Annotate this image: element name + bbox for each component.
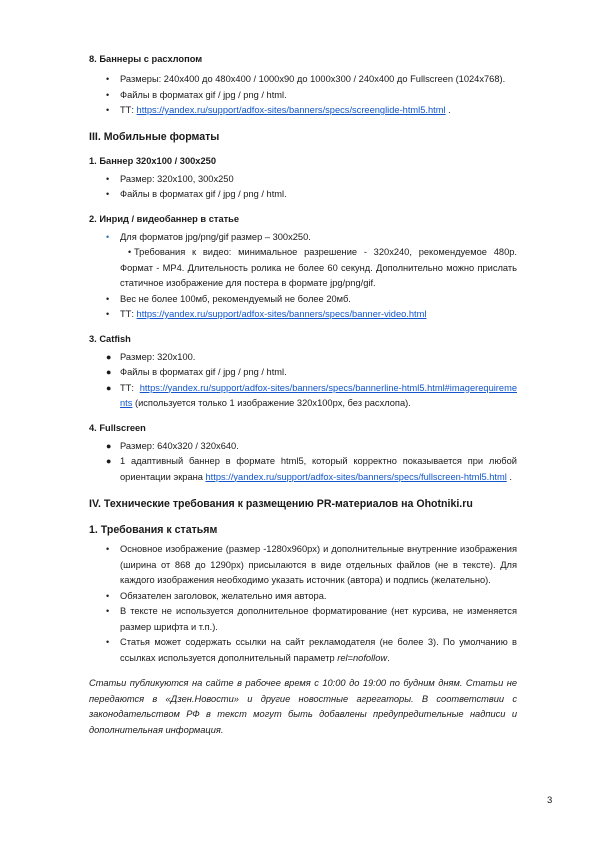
heading-inread-video: 2. Инрид / видеобаннер в статье bbox=[89, 213, 240, 224]
list-item: • Основное изображение (размер -1280x960px) и дополнительные внутренние изображения (ширина от 868 до 1290px) присылаются в виде отдельных файлов (не в тексте). Для каждого изображения необходимо указать источник (автора) и подпись (желательно). bbox=[106, 544, 517, 585]
list-item: ● Файлы в форматах gif / jpg / png / html. bbox=[89, 365, 517, 381]
list-item: • ТТ: https://yandex.ru/support/adfox-sites/banners/specs/banner-video.html bbox=[89, 307, 517, 323]
bullet-icon: • bbox=[106, 544, 110, 554]
heading-banner-320x100: 1. Баннер 320x100 / 300x250 bbox=[89, 155, 216, 166]
bullet-icon: ● bbox=[106, 382, 112, 393]
page-content bbox=[89, 52, 517, 747]
bullet-icon: • bbox=[106, 637, 110, 647]
heading-expanding-banners: 8. Баннеры с расхлопом bbox=[89, 54, 203, 64]
heading-mobile-formats: III. Мобильные форматы bbox=[89, 130, 220, 143]
bullet-icon: • bbox=[106, 105, 110, 115]
list-item: • Размеры: 240x400 до 480x400 / 1000x90 до 1000x300 / 240x400 до Fullscreen (1024x768). bbox=[89, 72, 517, 88]
bullet-icon: • bbox=[106, 89, 110, 100]
bullet-icon: ● bbox=[106, 440, 112, 451]
list-item: • ТТ: https://yandex.ru/support/adfox-sites/banners/specs/screenglide-html5.html . bbox=[89, 103, 517, 119]
list-item: ● 1 адаптивный баннер в формате html5, который корректно показывается при любой ориентации экрана https://yandex.ru/support/adfox-sites/banners/specs/fullscreen-html5.html . bbox=[106, 456, 517, 482]
bullet-icon: ● bbox=[106, 367, 112, 377]
list-item: • Размер: 320x100, 300x250 bbox=[89, 172, 517, 188]
screenglide-spec-link[interactable]: https://yandex.ru/support/adfox-sites/banners/specs/screenglide-html5.html bbox=[136, 105, 446, 115]
heading-catfish: 3. Catfish bbox=[89, 333, 131, 344]
list-item: • Требования к видео: минимальное разрешение - 320x240, рекомендуемое 480p. Формат - MP4. Длительность ролика не более 60 секунд. Дополнительно можно прислать статичное изображение для постера в формате jpg/png/gif. bbox=[120, 247, 517, 288]
list-item: • Для форматов jpg/png/gif размер – 300x250. bbox=[89, 230, 517, 246]
bullet-icon: • bbox=[106, 231, 110, 242]
bullet-icon: ● bbox=[106, 351, 112, 362]
bullet-icon: ● bbox=[106, 456, 112, 466]
heading-pr-requirements: IV. Технические требования к размещению PR-материалов на Ohotniki.ru bbox=[89, 498, 473, 510]
list-item: • Статья может содержать ссылки на сайт рекламодателя (не более 3). По умолчанию в ссылках используется дополнительный параметр rel=nofollow. bbox=[106, 637, 517, 663]
catfish-list bbox=[89, 350, 517, 412]
list-item: • Файлы в форматах gif / jpg / png / html. bbox=[89, 88, 517, 104]
heading-fullscreen: 4. Fullscreen bbox=[89, 422, 146, 433]
fullscreen-spec-link[interactable]: https://yandex.ru/support/adfox-sites/banners/specs/fullscreen-html5.html bbox=[205, 471, 507, 482]
bullet-icon: • bbox=[106, 590, 110, 601]
banner-video-spec-link[interactable]: https://yandex.ru/support/adfox-sites/banners/specs/banner-video.html bbox=[136, 309, 427, 319]
inread-video-list bbox=[89, 230, 517, 323]
article-requirements-list bbox=[89, 542, 517, 666]
list-item: • Вес не более 100мб, рекомендуемый не более 20мб. bbox=[89, 292, 517, 308]
bullet-icon: • bbox=[106, 606, 110, 616]
bannerline-spec-link[interactable]: https://yandex.ru/support/adfox-sites/banners/specs/bannerline-html5.html#imagerequirements bbox=[120, 382, 517, 408]
list-item: ● ТТ: https://yandex.ru/support/adfox-sites/banners/specs/bannerline-html5.html#imagerequirements (используется только 1 изображение 320x100px, без расхлопа). bbox=[106, 382, 517, 408]
list-item: ● Размер: 320x100. bbox=[89, 350, 517, 366]
fullscreen-list bbox=[89, 439, 517, 486]
list-item: • В тексте не используется дополнительное форматирование (нет курсива, не изменяется размер шрифта и т.п.). bbox=[106, 606, 517, 632]
bullet-icon: • bbox=[106, 309, 110, 319]
heading-article-requirements: 1. Требования к статьям bbox=[89, 524, 218, 536]
list-item: • Обязателен заголовок, желательно имя автора. bbox=[89, 589, 517, 605]
bullet-icon: • bbox=[106, 293, 110, 304]
bullet-icon: • bbox=[106, 74, 110, 84]
bullet-icon: • bbox=[128, 247, 132, 257]
banner-320x100-list bbox=[89, 172, 517, 203]
bullet-icon: • bbox=[106, 189, 110, 199]
publication-note: Статьи публикуются на сайте в рабочее время с 10:00 до 19:00 по будним дням. Статьи не передаются в «Дзен.Новости» и другие новостные агрегаторы. В соответствии с законодательством РФ в текст могут быть добавлены предупредительные надписи и дополнительная информация. bbox=[89, 678, 517, 735]
page-number: 3 bbox=[547, 795, 553, 806]
bullet-icon: • bbox=[106, 173, 110, 184]
expanding-banners-list bbox=[89, 72, 517, 119]
list-item: ● Размер: 640x320 / 320x640. bbox=[89, 439, 517, 455]
list-item: • Файлы в форматах gif / jpg / png / html. bbox=[89, 187, 517, 203]
